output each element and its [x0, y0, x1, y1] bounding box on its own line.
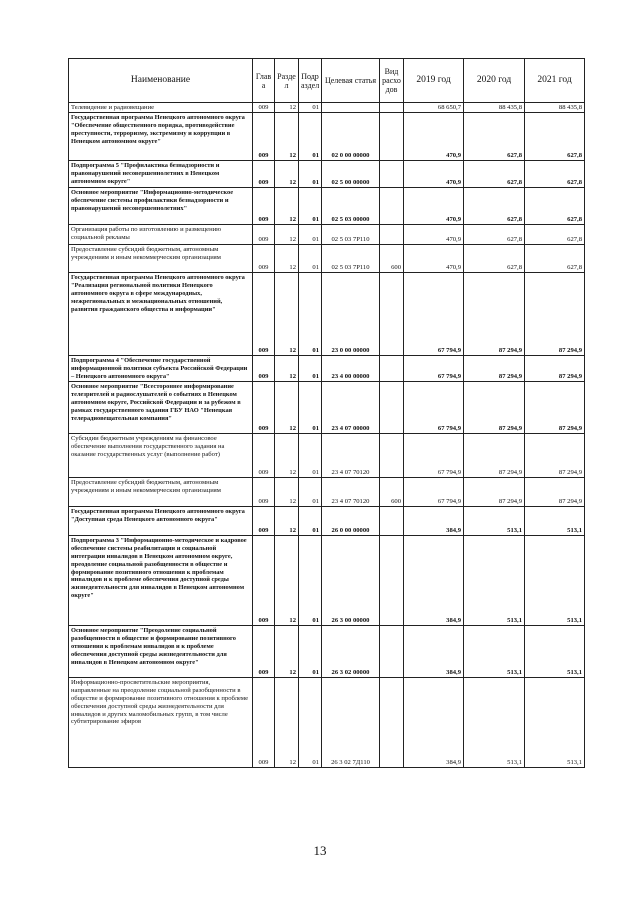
cell-2021: 627,8 — [525, 244, 585, 272]
cell-name: Телевидение и радиовещание — [69, 103, 253, 113]
cell-2021: 87 294,9 — [525, 355, 585, 381]
cell-name: Организация работы по изготовлению и размещению социальной рекламы — [69, 224, 253, 244]
header-row — [69, 59, 585, 103]
cell-vid — [380, 224, 404, 244]
cell-name: Подпрограмма 4 "Обеспечение государственной информационной политики субъекта Российской Федерации – Ненецкого автономного округа" — [69, 355, 253, 381]
cell-vid — [380, 625, 404, 677]
cell-2021: 627,8 — [525, 224, 585, 244]
cell-podrazdel: 01 — [299, 187, 322, 224]
cell-2021: 87 294,9 — [525, 433, 585, 477]
cell-name: Информационно-просветительские мероприятия, направленные на преодоление социальной разобщенности в обществе и формирование позитивного отношения к проблеме обеспечения доступной среды жизнедеятельности для инвалидов и других маломобильных групп, в том числе субтитрирование эфиров — [69, 677, 253, 767]
cell-target: 26 3 02 7Д110 — [322, 677, 380, 767]
table-row — [69, 625, 585, 677]
cell-glava: 009 — [253, 160, 275, 187]
cell-2020: 87 294,9 — [464, 477, 525, 506]
cell-podrazdel: 01 — [299, 160, 322, 187]
cell-2019: 67 794,9 — [404, 355, 464, 381]
cell-2020: 513,1 — [464, 506, 525, 535]
cell-2021: 513,1 — [525, 535, 585, 625]
header-2021: 2021 год — [525, 59, 585, 103]
cell-razdel: 12 — [275, 506, 299, 535]
cell-2020: 627,8 — [464, 224, 525, 244]
cell-target: 23 4 07 70120 — [322, 477, 380, 506]
cell-razdel: 12 — [275, 160, 299, 187]
cell-razdel: 12 — [275, 477, 299, 506]
cell-vid — [380, 535, 404, 625]
cell-glava: 009 — [253, 433, 275, 477]
cell-razdel: 12 — [275, 244, 299, 272]
cell-razdel: 12 — [275, 535, 299, 625]
cell-target: 02 5 03 00000 — [322, 187, 380, 224]
cell-target: 26 0 00 00000 — [322, 506, 380, 535]
cell-vid — [380, 160, 404, 187]
table-row — [69, 187, 585, 224]
header-vid: Вид расхо дов — [380, 59, 404, 103]
cell-name: Государственная программа Ненецкого автономного округа "Доступная среда Ненецкого автономного округа" — [69, 506, 253, 535]
cell-target: 02 5 03 7Р110 — [322, 224, 380, 244]
table-row — [69, 677, 585, 767]
cell-2020: 87 294,9 — [464, 381, 525, 433]
table-row — [69, 535, 585, 625]
cell-podrazdel: 01 — [299, 677, 322, 767]
cell-glava: 009 — [253, 677, 275, 767]
cell-2020: 627,8 — [464, 187, 525, 224]
cell-razdel: 12 — [275, 272, 299, 355]
cell-razdel: 12 — [275, 355, 299, 381]
cell-target: 23 4 00 00000 — [322, 355, 380, 381]
cell-2019: 470,9 — [404, 112, 464, 160]
cell-razdel: 12 — [275, 433, 299, 477]
cell-target — [322, 103, 380, 113]
table-row — [69, 272, 585, 355]
cell-2019: 470,9 — [404, 244, 464, 272]
table-row — [69, 355, 585, 381]
cell-2019: 67 794,9 — [404, 381, 464, 433]
table-row — [69, 381, 585, 433]
cell-2021: 88 435,8 — [525, 103, 585, 113]
cell-podrazdel: 01 — [299, 224, 322, 244]
cell-2020: 87 294,9 — [464, 355, 525, 381]
cell-2019: 384,9 — [404, 506, 464, 535]
cell-glava: 009 — [253, 112, 275, 160]
header-2019: 2019 год — [404, 59, 464, 103]
cell-name: Государственная программа Ненецкого автономного округа "Обеспечение общественного порядка, противодействие преступности, терроризму, экстремизму и коррупции в Ненецком автономном округе" — [69, 112, 253, 160]
cell-glava: 009 — [253, 381, 275, 433]
table-row — [69, 433, 585, 477]
cell-2021: 87 294,9 — [525, 381, 585, 433]
table-row — [69, 103, 585, 113]
cell-2019: 67 794,9 — [404, 433, 464, 477]
cell-2019: 67 794,9 — [404, 272, 464, 355]
header-target: Целевая статья — [322, 59, 380, 103]
cell-razdel: 12 — [275, 677, 299, 767]
cell-2019: 470,9 — [404, 187, 464, 224]
table-row — [69, 112, 585, 160]
cell-vid — [380, 677, 404, 767]
cell-razdel: 12 — [275, 103, 299, 113]
budget-table-container — [68, 58, 584, 768]
cell-podrazdel: 01 — [299, 433, 322, 477]
cell-target: 26 3 02 00000 — [322, 625, 380, 677]
cell-razdel: 12 — [275, 224, 299, 244]
cell-2020: 627,8 — [464, 112, 525, 160]
table-row — [69, 477, 585, 506]
cell-glava: 009 — [253, 244, 275, 272]
cell-2021: 627,8 — [525, 160, 585, 187]
cell-2019: 67 794,9 — [404, 477, 464, 506]
cell-2019: 470,9 — [404, 160, 464, 187]
cell-2021: 87 294,9 — [525, 272, 585, 355]
cell-2020: 513,1 — [464, 535, 525, 625]
cell-2020: 88 435,8 — [464, 103, 525, 113]
cell-2020: 627,8 — [464, 160, 525, 187]
cell-target: 26 3 00 00000 — [322, 535, 380, 625]
cell-glava: 009 — [253, 506, 275, 535]
cell-podrazdel: 01 — [299, 477, 322, 506]
cell-name: Основное мероприятие "Информационно-методическое обеспечение системы профилактики безнадзорности и правонарушений несовершеннолетних" — [69, 187, 253, 224]
cell-name: Предоставление субсидий бюджетным, автономным учреждениям и иным некоммерческим организациям — [69, 244, 253, 272]
cell-name: Государственная программа Ненецкого автономного округа "Реализация региональной политики Ненецкого автономного округа в сфере международных, межрегиональных и межнациональных отношений, развития гражданского общества и информации" — [69, 272, 253, 355]
header-razdel: Разде л — [275, 59, 299, 103]
cell-glava: 009 — [253, 103, 275, 113]
cell-vid — [380, 187, 404, 224]
cell-target: 02 5 03 7Р110 — [322, 244, 380, 272]
page-number: 13 — [313, 843, 327, 858]
cell-name: Подпрограмма 5 "Профилактика безнадзорности и правонарушений несовершеннолетних в Ненецком автономном округе" — [69, 160, 253, 187]
table-row — [69, 224, 585, 244]
table-row — [69, 244, 585, 272]
cell-vid — [380, 381, 404, 433]
cell-podrazdel: 01 — [299, 355, 322, 381]
budget-table — [68, 58, 585, 768]
cell-name: Основное мероприятие "Преодоление социальной разобщенности в обществе и формирование позитивного отношения к проблемам инвалидов и к проблеме обеспечения доступной среды жизнедеятельности для инвалидов в Ненецком автономном округе" — [69, 625, 253, 677]
cell-vid — [380, 506, 404, 535]
cell-vid — [380, 433, 404, 477]
cell-2021: 513,1 — [525, 677, 585, 767]
cell-2021: 513,1 — [525, 625, 585, 677]
table-row — [69, 506, 585, 535]
header-name: Наименование — [69, 59, 253, 103]
cell-target: 02 0 00 00000 — [322, 112, 380, 160]
cell-podrazdel: 01 — [299, 506, 322, 535]
cell-target: 02 5 00 00000 — [322, 160, 380, 187]
cell-target: 23 0 00 00000 — [322, 272, 380, 355]
cell-2020: 87 294,9 — [464, 433, 525, 477]
cell-2020: 513,1 — [464, 625, 525, 677]
cell-2019: 384,9 — [404, 677, 464, 767]
cell-name: Субсидии бюджетным учреждениям на финансовое обеспечение выполнения государственного задания на оказание государственных услуг (выполнение работ) — [69, 433, 253, 477]
cell-podrazdel: 01 — [299, 272, 322, 355]
cell-vid — [380, 272, 404, 355]
cell-target: 23 4 07 70120 — [322, 433, 380, 477]
cell-2019: 384,9 — [404, 625, 464, 677]
cell-name: Основное мероприятие "Всестороннее информирование телезрителей и радиослушателей о событиях в Ненецком автономном округе, Российской Федерации и за рубежом в рамках государственного задания ГБУ НАО "Ненецкая телерадиовещательная компания" — [69, 381, 253, 433]
cell-target: 23 4 07 00000 — [322, 381, 380, 433]
cell-2021: 87 294,9 — [525, 477, 585, 506]
cell-2020: 513,1 — [464, 677, 525, 767]
cell-vid — [380, 103, 404, 113]
cell-glava: 009 — [253, 625, 275, 677]
cell-2021: 627,8 — [525, 187, 585, 224]
cell-2020: 87 294,9 — [464, 272, 525, 355]
cell-podrazdel: 01 — [299, 244, 322, 272]
cell-vid: 600 — [380, 477, 404, 506]
header-glava: Глав а — [253, 59, 275, 103]
cell-podrazdel: 01 — [299, 535, 322, 625]
cell-2019: 384,9 — [404, 535, 464, 625]
cell-razdel: 12 — [275, 112, 299, 160]
cell-glava: 009 — [253, 535, 275, 625]
cell-glava: 009 — [253, 477, 275, 506]
cell-podrazdel: 01 — [299, 103, 322, 113]
cell-name: Подпрограмма 3 "Информационно-методическое и кадровое обеспечение системы реабилитации и социальной интеграции инвалидов в Ненецком автономном округе, преодоление социальной разобщенности в обществе и формирование позитивного отношения к проблемам инвалидов и к проблеме обеспечения доступной среды жизнедеятельности для инвалидов в Ненецком автономном округе" — [69, 535, 253, 625]
cell-2019: 470,9 — [404, 224, 464, 244]
cell-2021: 627,8 — [525, 112, 585, 160]
cell-podrazdel: 01 — [299, 625, 322, 677]
cell-vid — [380, 355, 404, 381]
cell-razdel: 12 — [275, 381, 299, 433]
cell-name: Предоставление субсидий бюджетным, автономным учреждениям и иным некоммерческим организациям — [69, 477, 253, 506]
cell-2021: 513,1 — [525, 506, 585, 535]
cell-vid — [380, 112, 404, 160]
table-row — [69, 160, 585, 187]
cell-glava: 009 — [253, 187, 275, 224]
header-2020: 2020 год — [464, 59, 525, 103]
cell-podrazdel: 01 — [299, 381, 322, 433]
cell-glava: 009 — [253, 272, 275, 355]
cell-razdel: 12 — [275, 625, 299, 677]
cell-razdel: 12 — [275, 187, 299, 224]
header-podrazdel: Подр аздел — [299, 59, 322, 103]
cell-glava: 009 — [253, 224, 275, 244]
cell-2020: 627,8 — [464, 244, 525, 272]
cell-podrazdel: 01 — [299, 112, 322, 160]
cell-vid: 600 — [380, 244, 404, 272]
cell-2019: 68 650,7 — [404, 103, 464, 113]
cell-glava: 009 — [253, 355, 275, 381]
